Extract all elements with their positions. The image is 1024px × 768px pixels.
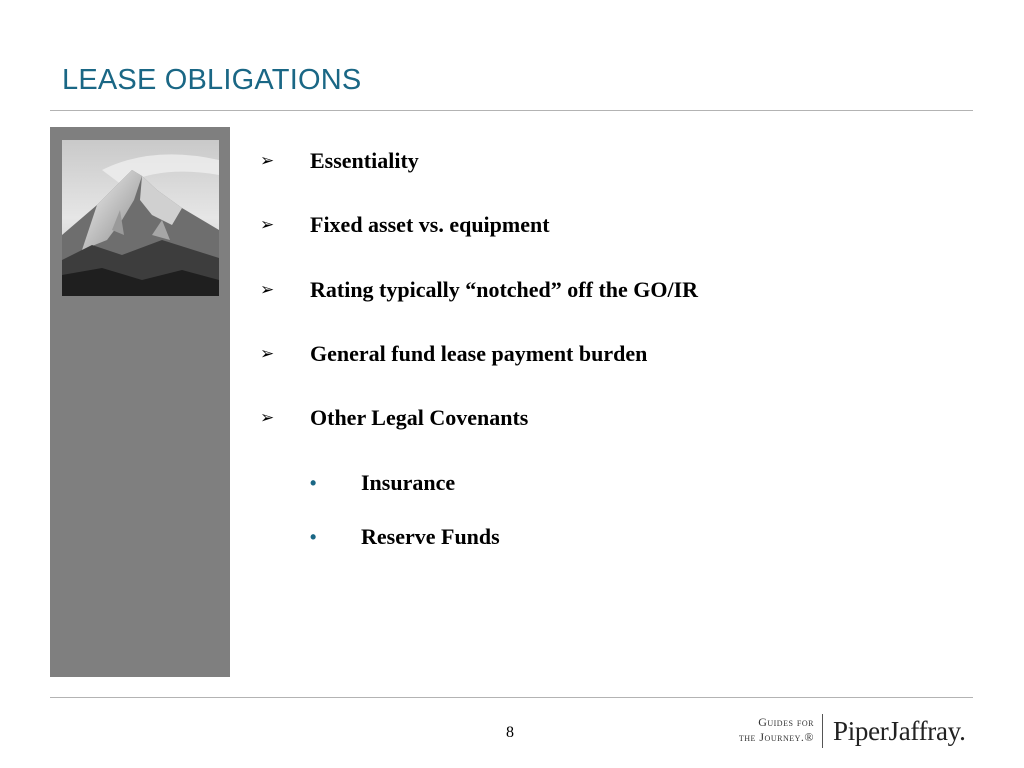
sub-bullet-text: Insurance: [361, 470, 456, 495]
arrow-bullet-icon: ➢: [260, 408, 275, 428]
footer-divider: [50, 697, 973, 698]
dot-bullet-icon: •: [310, 527, 317, 547]
arrow-bullet-icon: ➢: [260, 344, 275, 364]
logo-tagline: [729, 715, 814, 745]
page-number: 8: [506, 724, 514, 741]
dot-bullet-icon: •: [310, 473, 317, 493]
tagline-line: the Journey.®: [738, 730, 814, 744]
bullet-text: Fixed asset vs. equipment: [310, 212, 550, 237]
bullet-text: Essentiality: [310, 148, 419, 173]
title-divider: [50, 110, 973, 111]
sidebar-panel: [50, 127, 230, 677]
bullet-text: Other Legal Covenants: [310, 405, 529, 430]
arrow-bullet-icon: ➢: [260, 151, 275, 171]
bullet-text: General fund lease payment burden: [310, 341, 648, 366]
mountain-photo: [62, 140, 219, 296]
tagline-line: Guides for: [758, 715, 814, 729]
company-logo: [729, 712, 975, 752]
arrow-bullet-icon: ➢: [260, 215, 275, 235]
arrow-bullet-icon: ➢: [260, 280, 275, 300]
logo-divider: [822, 714, 823, 748]
slide-title: LEASE OBLIGATIONS: [62, 64, 362, 96]
bullet-text: Rating typically “notched” off the GO/IR: [310, 277, 699, 302]
brand-wordmark: PiperJaffray.: [833, 716, 966, 746]
sub-bullet-text: Reserve Funds: [361, 524, 500, 549]
